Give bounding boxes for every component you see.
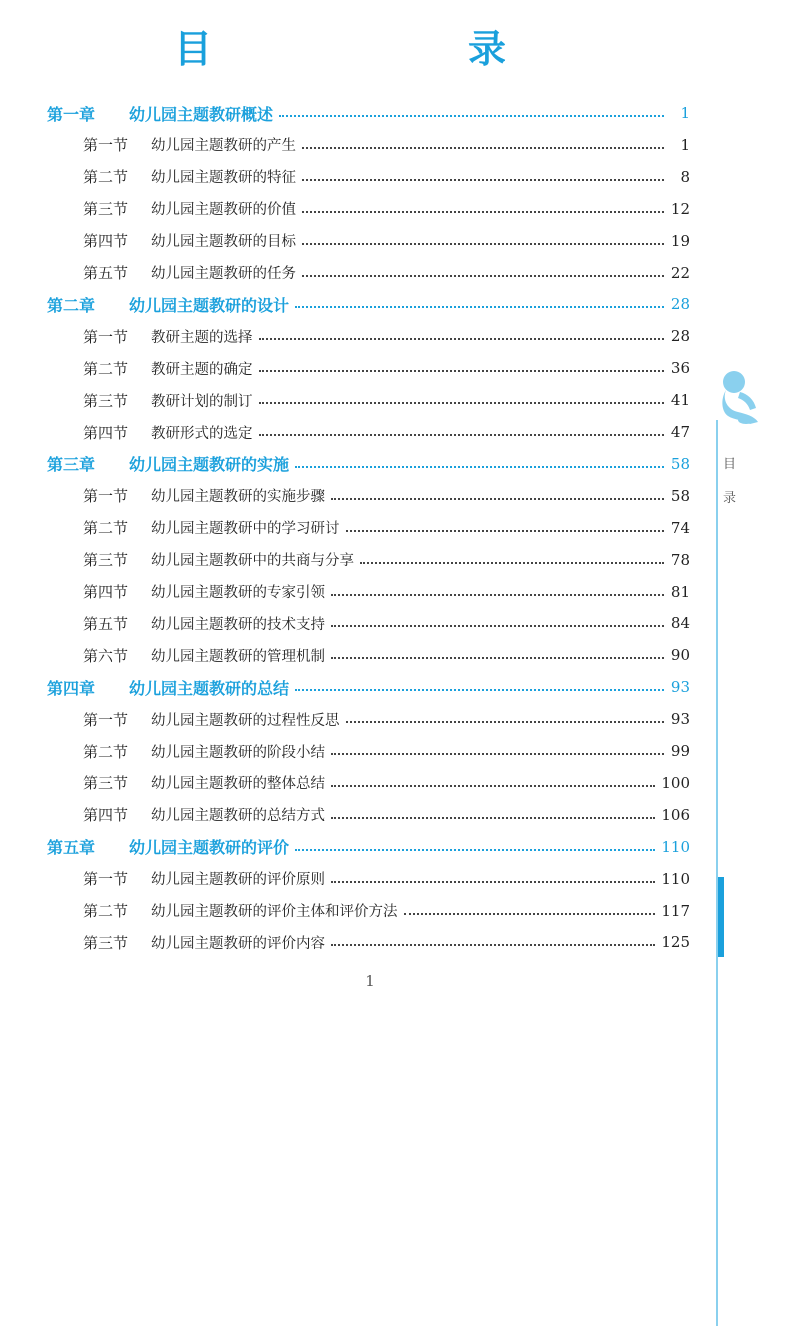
side-marker [718, 877, 724, 957]
toc-section-row[interactable] [83, 768, 690, 798]
section-title: 幼儿园主题教研的评价原则 [151, 872, 325, 889]
chapter-number: 第一章 [47, 104, 96, 124]
section-title: 幼儿园主题教研的专家引领 [151, 585, 325, 601]
chapter-title: 幼儿园主题教研的评价 [129, 838, 290, 858]
toc-chapter-row[interactable] [47, 98, 690, 128]
dot-leader [331, 942, 655, 946]
section-title: 幼儿园主题教研的评价内容 [151, 935, 325, 952]
toc-chapter-row[interactable] [47, 672, 690, 702]
page-ref: 36 [670, 359, 690, 378]
section-number: 第三节 [83, 774, 129, 793]
chapter-number: 第三章 [47, 455, 96, 475]
toc-chapter-row[interactable] [47, 449, 690, 479]
page-ref: 110 [661, 837, 690, 856]
chapter-number: 第二章 [47, 295, 96, 315]
section-number: 第一节 [83, 710, 129, 729]
dot-leader [331, 879, 655, 883]
dot-leader [331, 783, 655, 787]
section-title: 幼儿园主题教研的管理机制 [151, 648, 325, 665]
section-number: 第三节 [83, 200, 129, 219]
section-title: 幼儿园主题教研的整体总结 [151, 776, 325, 793]
page-ref: 117 [661, 901, 690, 920]
chapter-title: 幼儿园主题教研的总结 [129, 678, 290, 698]
page-ref: 110 [661, 869, 690, 888]
toc-chapter-row[interactable] [47, 289, 690, 319]
toc-section-row[interactable] [83, 608, 690, 638]
page-ref: 28 [670, 327, 690, 346]
chapter-title: 幼儿园主题教研概述 [129, 104, 274, 124]
page-ref: 78 [670, 550, 690, 569]
chapter-number: 第五章 [47, 838, 96, 858]
side-label-char: 目 [723, 457, 737, 472]
toc-section-row[interactable] [83, 162, 690, 192]
page-ref: 47 [670, 423, 690, 441]
page-ref: 58 [670, 486, 690, 505]
dot-leader [302, 209, 664, 213]
section-number: 第一节 [83, 870, 129, 889]
toc-section-row[interactable] [83, 896, 690, 926]
toc-section-row[interactable] [83, 194, 690, 224]
section-number: 第二节 [83, 359, 129, 378]
section-number: 第二节 [83, 168, 129, 187]
page-ref: 90 [670, 646, 690, 665]
chapter-number: 第四章 [47, 678, 96, 698]
page-ref: 93 [670, 678, 690, 697]
toc-section-row[interactable] [83, 736, 690, 766]
section-number: 第五节 [83, 264, 129, 282]
dot-leader [404, 911, 656, 915]
dot-leader [259, 336, 665, 340]
section-title: 幼儿园主题教研中的共商与分享 [151, 553, 354, 570]
dot-leader [295, 847, 655, 851]
section-title: 幼儿园主题教研的特征 [151, 170, 296, 187]
chapter-title: 幼儿园主题教研的设计 [129, 295, 290, 315]
toc-section-row[interactable] [83, 704, 690, 734]
page-ref: 99 [670, 742, 690, 760]
toc-section-row[interactable] [83, 226, 690, 256]
dot-leader [295, 304, 664, 308]
dot-leader [302, 241, 664, 245]
dot-leader [295, 464, 664, 468]
section-number: 第六节 [83, 646, 129, 665]
section-title: 幼儿园主题教研的过程性反思 [151, 712, 340, 729]
section-title: 幼儿园主题教研的阶段小结 [151, 744, 325, 761]
section-title: 幼儿园主题教研的总结方式 [151, 808, 325, 825]
dot-leader [295, 687, 664, 691]
section-number: 第二节 [83, 742, 129, 761]
side-label [723, 448, 739, 516]
toc-section-row[interactable] [83, 927, 690, 957]
side-decoration [710, 370, 770, 970]
section-title: 幼儿园主题教研的实施步骤 [151, 489, 325, 506]
page-ref: 12 [670, 199, 690, 218]
page-ref: 100 [661, 773, 690, 792]
section-number: 第三节 [83, 551, 129, 570]
page-ref: 19 [670, 231, 690, 250]
chapter-title: 幼儿园主题教研的实施 [129, 455, 290, 475]
dot-leader [346, 528, 665, 532]
dot-leader [331, 496, 664, 500]
toc-section-row[interactable] [83, 130, 690, 160]
page-ref: 81 [670, 582, 690, 601]
section-number: 第四节 [83, 583, 129, 601]
page-ref: 93 [670, 710, 690, 729]
section-number: 第一节 [83, 136, 129, 155]
side-label-char: 录 [723, 491, 737, 506]
dot-leader [259, 368, 665, 372]
toc-chapter-row[interactable] [47, 832, 690, 862]
section-number: 第三节 [83, 391, 129, 410]
toc-section-row[interactable] [83, 513, 690, 543]
page-ref: 106 [661, 805, 690, 824]
toc-section-row[interactable] [83, 321, 690, 351]
dot-leader [346, 719, 665, 723]
dot-leader [331, 623, 664, 627]
dot-leader [279, 113, 664, 117]
toc-section-row[interactable] [83, 481, 690, 511]
section-title: 幼儿园主题教研的评价主体和评价方法 [151, 904, 398, 920]
page-ref: 125 [661, 933, 690, 952]
dot-leader [302, 177, 664, 181]
dot-leader [331, 592, 664, 596]
page-ref: 8 [680, 167, 690, 186]
page-title: 目 录 [173, 27, 566, 71]
dot-leader [360, 560, 664, 564]
section-number: 第五节 [83, 614, 129, 633]
dot-leader [302, 273, 664, 277]
section-number: 第三节 [83, 933, 129, 952]
page-ref: 41 [670, 391, 690, 410]
page-number: 1 [365, 972, 375, 990]
page-ref: 74 [670, 518, 690, 537]
section-title: 教研主题的确定 [151, 361, 253, 378]
section-number: 第二节 [83, 519, 129, 538]
dot-leader [259, 400, 665, 404]
dot-leader [302, 145, 664, 149]
section-number: 第一节 [83, 327, 129, 346]
dot-leader [331, 751, 664, 755]
section-number: 第四节 [83, 423, 129, 442]
page-ref: 1 [680, 135, 690, 154]
section-title: 幼儿园主题教研的价值 [151, 202, 296, 219]
toc-section-row[interactable] [83, 640, 690, 670]
dot-leader [331, 815, 655, 819]
section-title: 幼儿园主题教研的目标 [151, 234, 296, 251]
section-title: 教研计划的制订 [151, 393, 253, 410]
toc-section-row[interactable] [83, 353, 690, 383]
crawling-child-icon [720, 370, 762, 426]
toc-section-row[interactable] [83, 545, 690, 575]
page-ref: 1 [680, 104, 690, 122]
toc-section-row[interactable] [83, 800, 690, 830]
section-number: 第二节 [83, 902, 129, 920]
section-number: 第四节 [83, 806, 129, 825]
page-ref: 22 [670, 263, 690, 282]
toc-section-row[interactable] [83, 864, 690, 894]
section-title: 教研主题的选择 [151, 329, 253, 346]
page-ref: 58 [670, 454, 690, 473]
section-title: 幼儿园主题教研的任务 [151, 266, 296, 282]
section-title: 幼儿园主题教研中的学习研讨 [151, 521, 340, 538]
page-ref: 84 [670, 614, 690, 633]
section-title: 教研形式的选定 [151, 425, 253, 442]
section-number: 第四节 [83, 232, 129, 251]
section-title: 幼儿园主题教研的产生 [151, 138, 296, 155]
toc-section-row[interactable] [83, 258, 690, 288]
toc-section-row[interactable] [83, 385, 690, 415]
page-ref: 28 [670, 295, 690, 314]
toc-section-row[interactable] [83, 417, 690, 447]
toc-section-row[interactable] [83, 577, 690, 607]
side-rule [716, 420, 718, 1326]
dot-leader [259, 432, 665, 436]
dot-leader [331, 655, 664, 659]
section-number: 第一节 [83, 487, 129, 506]
section-title: 幼儿园主题教研的技术支持 [151, 616, 325, 633]
